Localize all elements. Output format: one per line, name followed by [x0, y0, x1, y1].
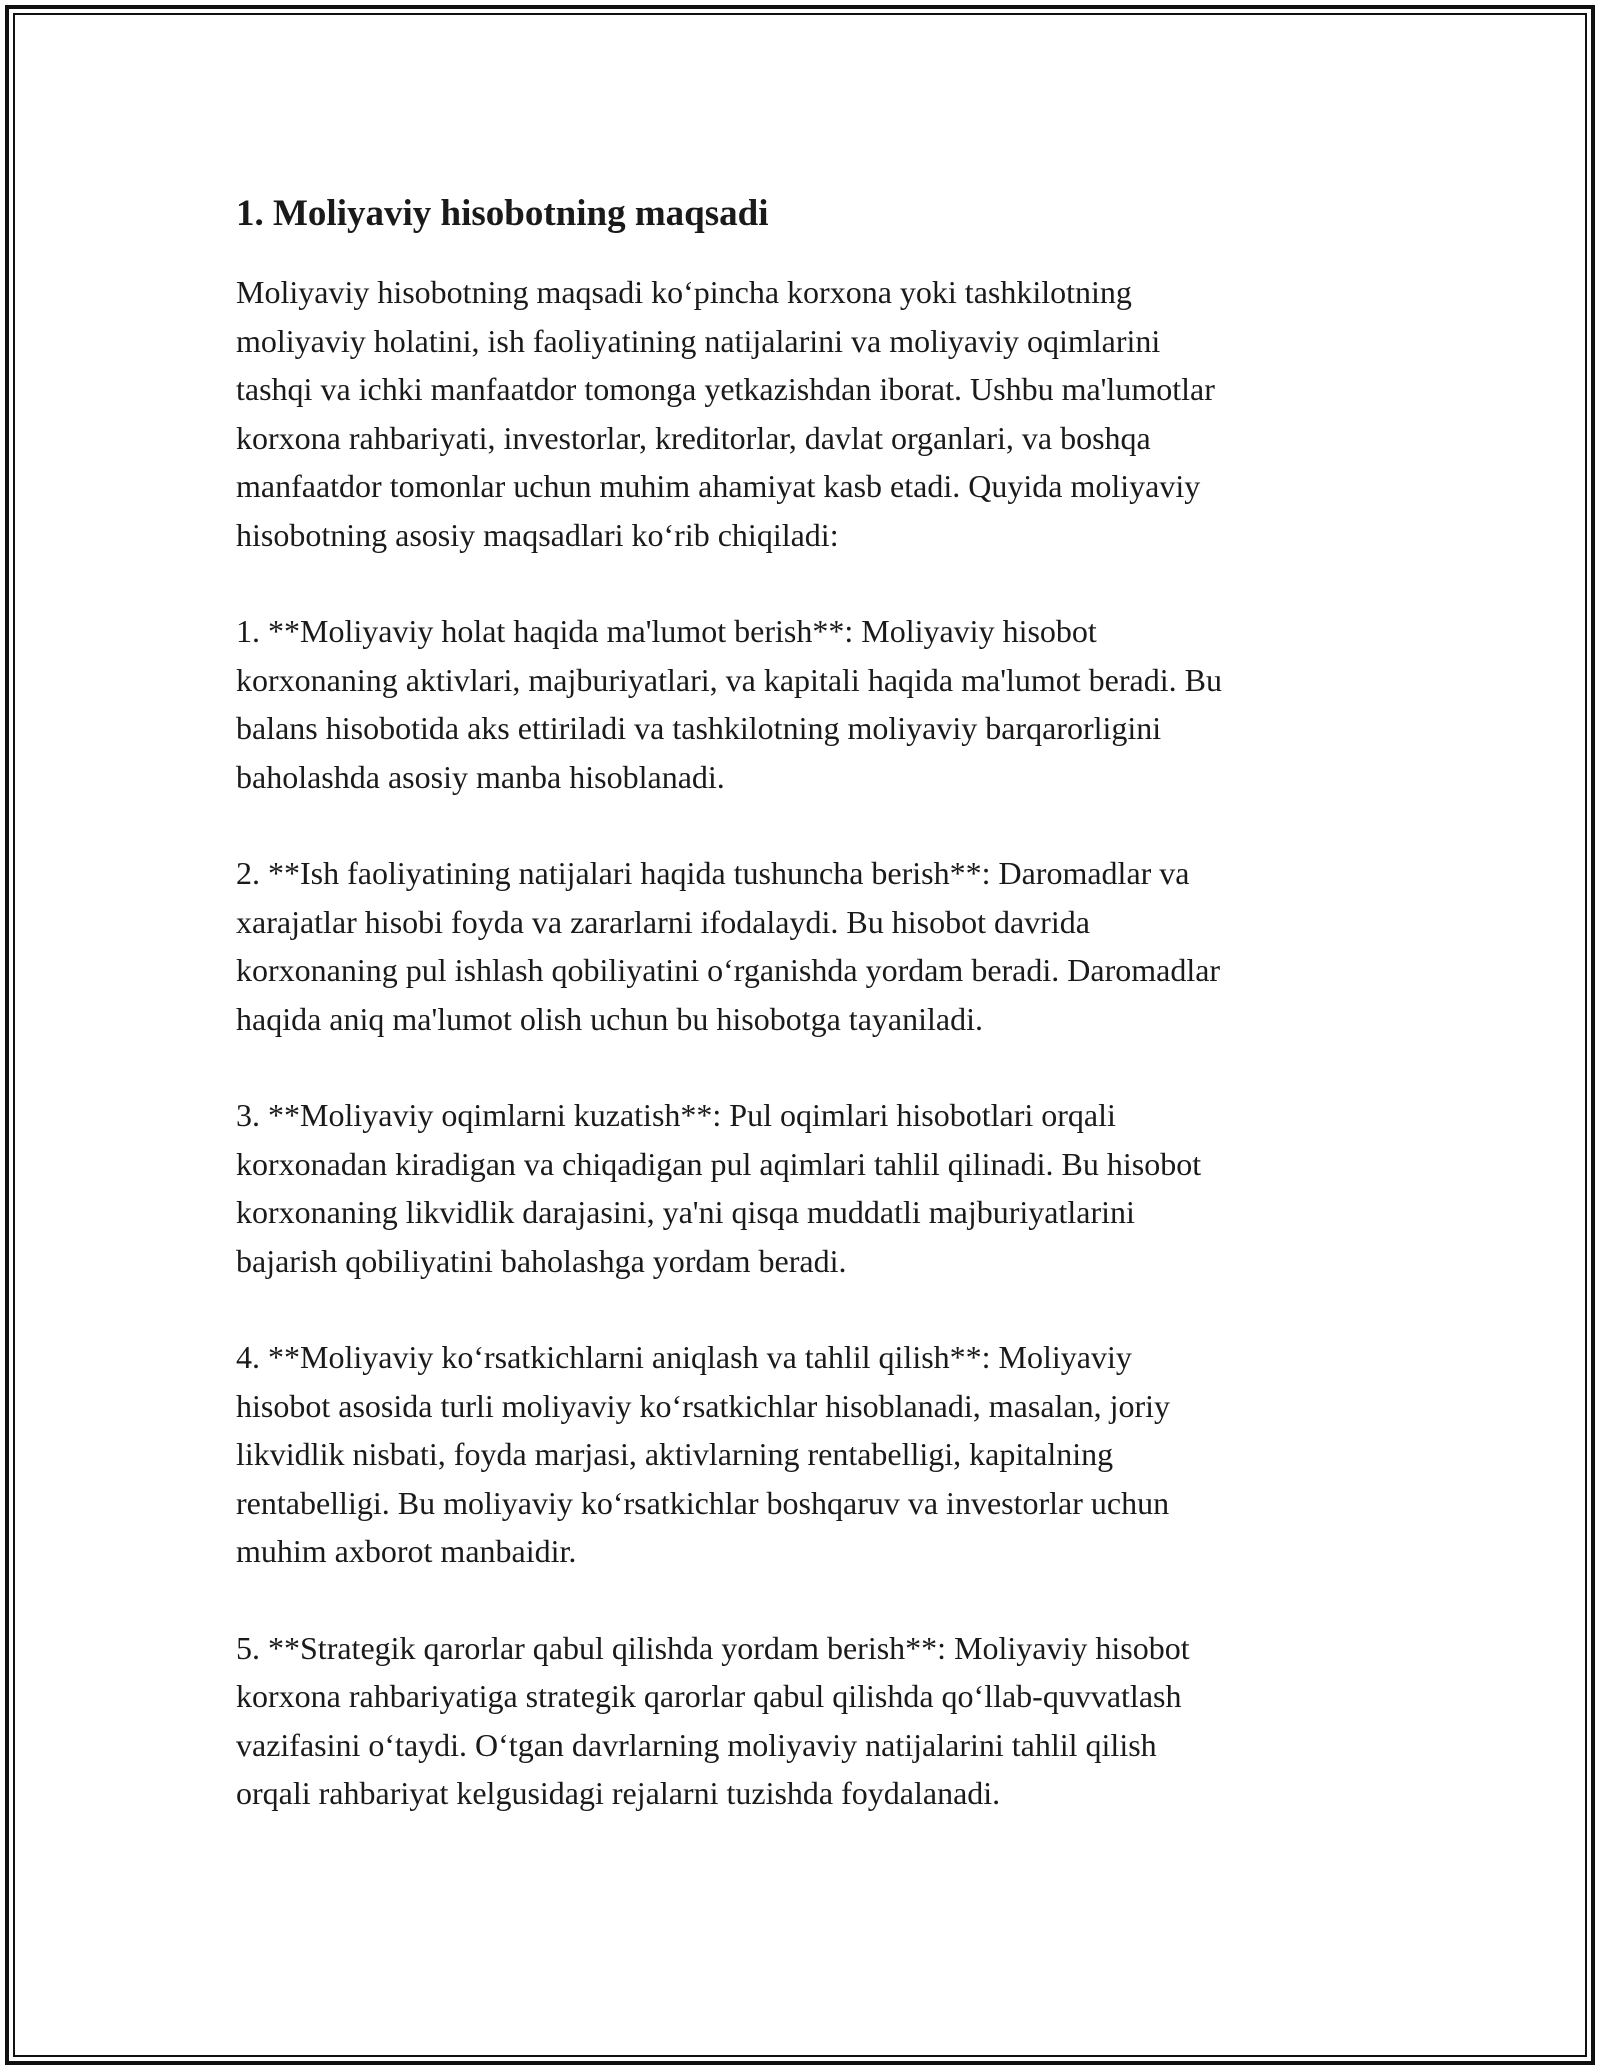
paragraph-line: rentabelligi. Bu moliyaviy ko‘rsatkichlar boshqaruv va investorlar uchun — [236, 1484, 1170, 1521]
intro-paragraph — [236, 268, 1396, 559]
list-item-paragraph-5 — [236, 1624, 1396, 1818]
section-heading: 1. Moliyaviy hisobotning maqsadi — [236, 193, 769, 234]
paragraph-line: 3. **Moliyaviy oqimlarni kuzatish**: Pul oqimlari hisobotlari orqali — [236, 1097, 1116, 1133]
paragraph-line: orqali rahbariyat kelgusidagi rejalarni tuzishda foydalanadi. — [236, 1775, 1001, 1811]
list-item-paragraph-1 — [236, 607, 1396, 801]
paragraph-line: korxona rahbariyatiga strategik qarorlar qabul qilishda qo‘llab-quvvatlash — [236, 1678, 1182, 1714]
paragraph-line: korxonaning pul ishlash qobiliyatini o‘rganishda yordam beradi. Daromadlar — [236, 952, 1221, 988]
paragraph-line: 5. **Strategik qarorlar qabul qilishda yordam berish**: Moliyaviy hisobot — [236, 1629, 1190, 1666]
list-item-paragraph-2 — [236, 849, 1396, 1043]
paragraph-line: korxonadan kiradigan va chiqadigan pul aqimlari tahlil qilinadi. Bu hisobot — [236, 1145, 1202, 1182]
paragraph-line: korxonaning aktivlari, majburiyatlari, va kapitali haqida ma'lumot beradi. Bu — [236, 661, 1222, 698]
paragraph-line: hisobotning asosiy maqsadlari ko‘rib chiqiladi: — [236, 516, 839, 553]
paragraph-line: vazifasini o‘taydi. O‘tgan davrlarning moliyaviy natijalarini tahlil qilish — [236, 1726, 1157, 1763]
paragraph-line: Moliyaviy hisobotning maqsadi ko‘pincha korxona yoki tashkilotning — [236, 274, 1132, 310]
paragraph-line: 4. **Moliyaviy ko‘rsatkichlarni aniqlash va tahlil qilish**: Moliyaviy — [236, 1339, 1132, 1375]
paragraph-line: bajarish qobiliyatini baholashga yordam beradi. — [236, 1242, 847, 1279]
paragraph-line: balans hisobotida aks ettiriladi va tashkilotning moliyaviy barqarorligini — [236, 710, 1162, 746]
paragraph-line: korxona rahbariyati, investorlar, kreditorlar, davlat organlari, va boshqa — [236, 419, 1151, 456]
paragraph-line: manfaatdor tomonlar uchun muhim ahamiyat kasb etadi. Quyida moliyaviy — [236, 468, 1201, 504]
paragraph-line: likvidlik nisbati, foyda marjasi, aktivlarning rentabelligi, kapitalning — [236, 1436, 1114, 1472]
paragraph-line: moliyaviy holatini, ish faoliyatining natijalarini va moliyaviy oqimlarini — [236, 322, 1161, 359]
paragraph-line: hisobot asosida turli moliyaviy ko‘rsatkichlar hisoblanadi, masalan, joriy — [236, 1387, 1171, 1424]
paragraph-line: 1. **Moliyaviy holat haqida ma'lumot berish**: Moliyaviy hisobot — [236, 613, 1097, 649]
paragraph-line: tashqi va ichki manfaatdor tomonga yetkazishdan iborat. Ushbu ma'lumotlar — [236, 371, 1215, 407]
list-item-paragraph-4 — [236, 1333, 1396, 1576]
document-body — [236, 186, 1396, 1866]
paragraph-line: haqida aniq ma'lumot olish uchun bu hisobotga tayaniladi. — [236, 1000, 983, 1037]
paragraph-line: baholashda asosiy manba hisoblanadi. — [236, 758, 725, 795]
list-item-paragraph-3 — [236, 1091, 1396, 1285]
paragraph-line: 2. **Ish faoliyatining natijalari haqida tushuncha berish**: Daromadlar va — [236, 855, 1190, 891]
paragraph-line: xarajatlar hisobi foyda va zararlarni ifodalaydi. Bu hisobot davrida — [236, 903, 1090, 940]
paragraph-line: muhim axborot manbaidir. — [236, 1533, 577, 1569]
paragraph-line: korxonaning likvidlik darajasini, ya'ni qisqa muddatli majburiyatlarini — [236, 1194, 1135, 1230]
